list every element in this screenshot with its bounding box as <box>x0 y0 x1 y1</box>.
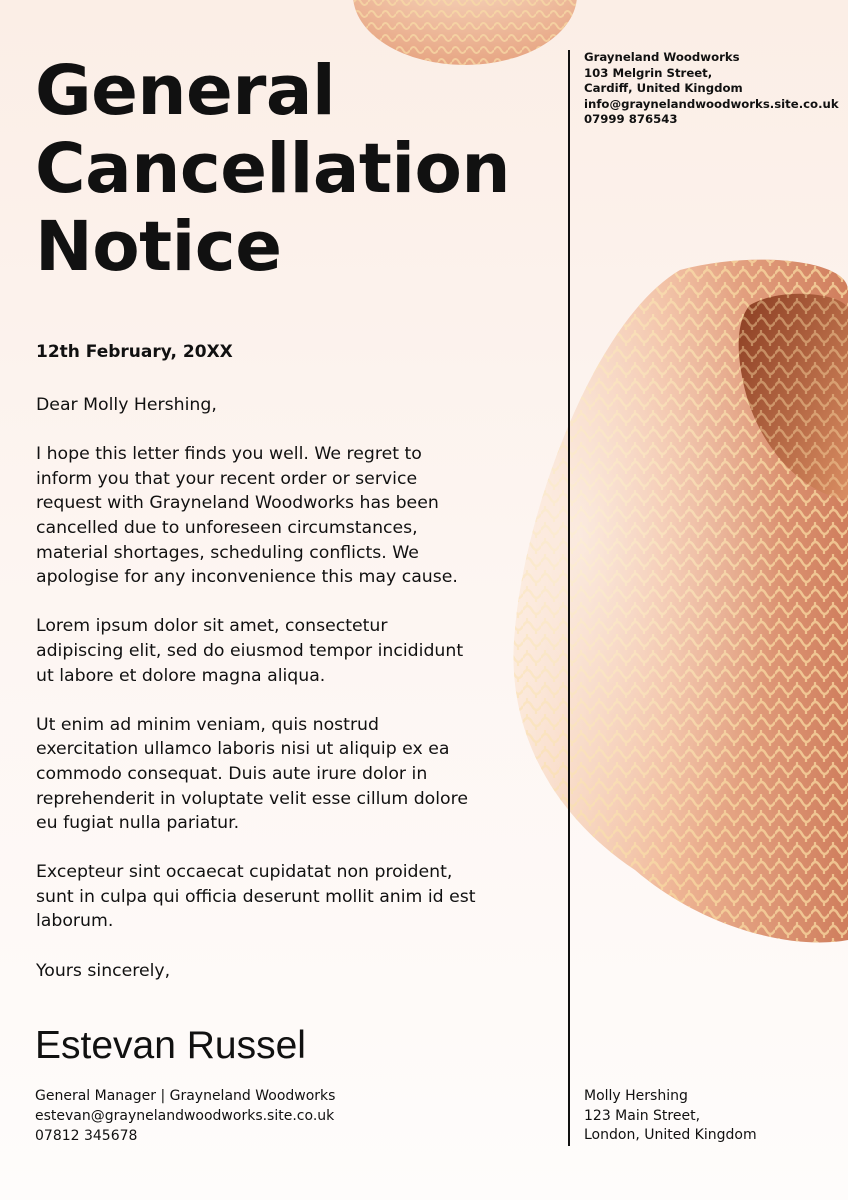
recipient-street: 123 Main Street, <box>584 1107 701 1124</box>
signature-phone: 07812 345678 <box>35 1128 138 1144</box>
title-line: General <box>35 51 336 131</box>
signature-email: estevan@graynelandwoodworks.site.co.uk <box>35 1108 335 1124</box>
sender-name: Grayneland Woodworks <box>584 50 740 64</box>
letter-body <box>36 393 476 1008</box>
salutation: Dear Molly Hershing, <box>36 395 217 415</box>
closing: Yours sincerely, <box>36 960 171 981</box>
sender-street: 103 Melgrin Street, <box>584 65 713 80</box>
sender-address <box>584 50 839 128</box>
vertical-divider <box>568 50 570 1146</box>
decorative-vessel-shape <box>505 250 848 950</box>
recipient-city: London, United Kingdom <box>584 1127 757 1144</box>
sender-city: Cardiff, United Kingdom <box>584 81 743 95</box>
signature-name: Estevan Russel <box>35 1024 306 1067</box>
recipient-address <box>584 1087 757 1146</box>
body-paragraph: Ut enim ad minim veniam, quis nostrud exercitation ullamco laboris nisi ut aliquip ex ea commodo consequat. Duis aute irure dolor in reprehenderit in voluptate velit esse cillum dolore eu fugiat nulla pariatur. <box>36 714 468 834</box>
signature-title: General Manager | Grayneland Woodworks <box>35 1088 336 1104</box>
recipient-name: Molly Hershing <box>584 1088 688 1104</box>
body-paragraph: Excepteur sint occaecat cupidatat non proident, sunt in culpa qui officia deserunt mollit anim id est laborum. <box>36 862 476 932</box>
signature-details <box>35 1086 335 1146</box>
sender-phone: 07999 876543 <box>584 112 678 126</box>
body-paragraph: Lorem ipsum dolor sit amet, consectetur adipiscing elit, sed do eiusmod tempor incididunt ut labore et dolore magna aliqua. <box>36 616 464 686</box>
page-title <box>35 52 535 286</box>
body-paragraph: I hope this letter finds you well. We regret to inform you that your recent order or service request with Grayneland Woodworks has been cancelled due to unforeseen circumstances, material shortages, scheduling conflicts. We apologise for any inconvenience this may cause. <box>36 444 458 588</box>
title-line: Cancellation <box>35 129 511 209</box>
letter-date: 12th February, 20XX <box>36 342 233 362</box>
title-line: Notice <box>35 207 282 287</box>
sender-email: info@graynelandwoodworks.site.co.uk <box>584 96 839 111</box>
